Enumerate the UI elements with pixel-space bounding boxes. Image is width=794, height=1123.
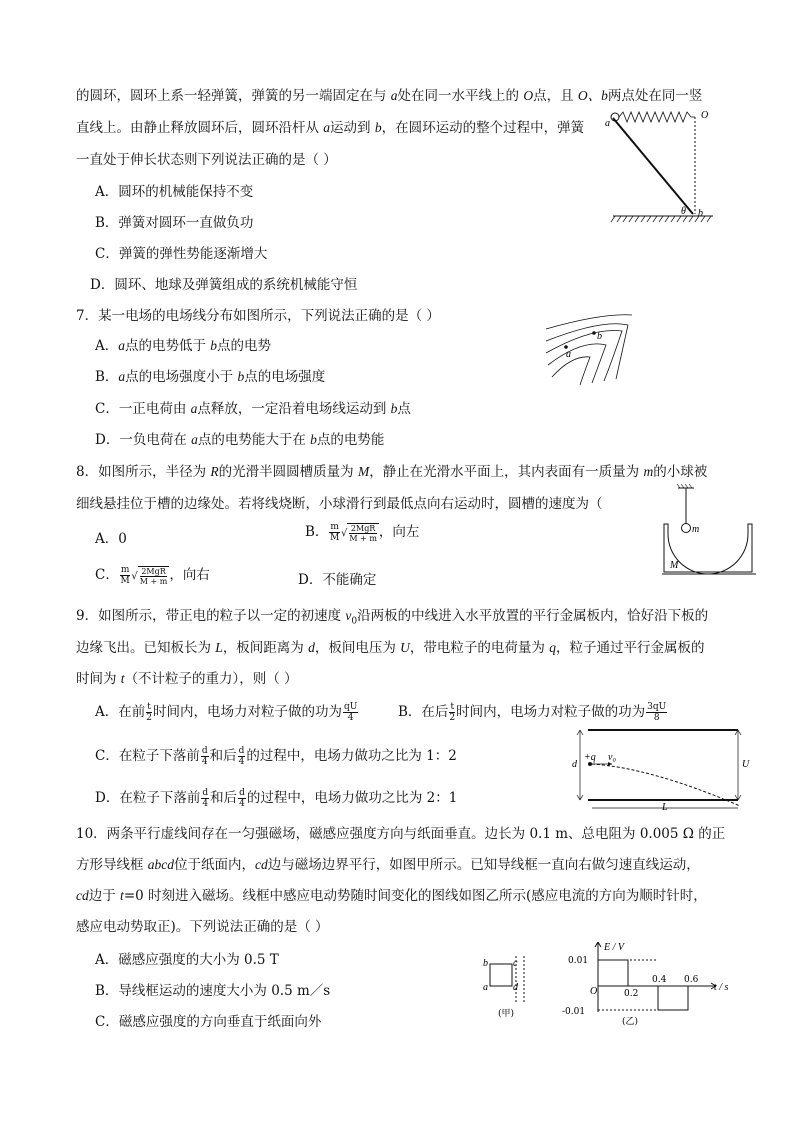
q10-fig-xlabel: t / s — [714, 982, 729, 993]
q6-option-c: C．弹簧的弹性势能逐渐增大 — [95, 246, 268, 262]
q6-fig-label-theta: θ — [681, 206, 686, 217]
q7-fig-label-a: a — [566, 349, 571, 360]
q9-line1: 9．如图所示，带正电的粒子以一定的初速度 $v_0$沿两板的中线进入水平放置的平行金属板内，恰好沿下板的 — [76, 608, 709, 627]
q10-option-a: A．磁感应强度的大小为 0.5 T — [95, 952, 279, 968]
q7-stem: 7．某一电场的电场线分布如图所示，下列说法正确的是（ ） — [76, 308, 440, 324]
q7-option-b: B．a点的电场强度小于 b点的电场强度 — [95, 369, 326, 385]
q10-fig-label-d: d — [513, 982, 518, 993]
q8-line1: 8．如图所示，半径为 R的光滑半圆圆槽质量为 M，静止在光滑水平面上，其内表面有一质量为 m的小球被 — [76, 464, 708, 480]
q9-option-b: B．在后 $\frac{t}{2}$ 时间内，电场力对粒子做的功为 $\frac{3qU}{8}$ — [398, 702, 667, 723]
q10-fig-tick-06: 0.6 — [684, 975, 699, 985]
q9-figure — [572, 722, 752, 814]
q6-line2: 直线上。由静止释放圆环后，圆环沿杆从 a运动到 b，在圆环运动的整个过程中，弹簧 — [76, 120, 585, 136]
q8-fig-label-M: M — [670, 560, 679, 571]
q9-fig-label-u: U — [742, 759, 750, 770]
q10-fig-caption-b: (乙) — [622, 1017, 639, 1026]
q10-line4: 感应电动势取正)。下列说法正确的是（ ） — [76, 919, 329, 935]
q10-option-c: C．磁感应强度的方向垂直于纸面向外 — [95, 1014, 322, 1030]
q6-line1: 的圆环，圆环上系一轻弹簧，弹簧的另一端固定在与 a处在同一水平线上的 O点，且 O、b两点处在同一竖 — [76, 88, 703, 104]
q8-option-a: A．0 — [95, 531, 127, 547]
q10-figure-a — [478, 952, 534, 1024]
q7-option-d: D．一负电荷在 a点的电势能大于在 b点的电势能 — [95, 432, 385, 448]
q6-fig-label-b: b — [698, 208, 703, 219]
q9-fig-label-v0: v₀ — [608, 752, 616, 763]
q9-fig-label-q: +q — [584, 752, 596, 763]
q6-fig-label-a: a — [605, 118, 610, 129]
q6-option-b: B．弹簧对圆环一直做负功 — [95, 215, 254, 231]
q9-fig-label-d: d — [572, 759, 577, 770]
q6-option-a: A．圆环的机械能保持不变 — [95, 184, 254, 200]
q9-fig-label-l: L — [662, 802, 668, 813]
q6-option-d: D．圆环、地球及弹簧组成的系统机械能守恒 — [90, 277, 358, 293]
q7-option-c: C．一正电荷由 a点释放，一定沿着电场线运动到 b点 — [95, 401, 411, 417]
q10-fig-tick-02: 0.2 — [624, 989, 639, 999]
q7-fig-label-b: b — [597, 331, 602, 342]
q10-option-b: B．导线框运动的速度大小为 0.5 m／s — [95, 983, 331, 999]
q10-fig-tick-neg: -0.01 — [562, 1007, 586, 1017]
q10-line2: 方形导线框 abcd位于纸面内，cd边与磁场边界平行，如图甲所示。已知导线框一直向右做匀速直线运动， — [76, 857, 700, 873]
q8-option-c: C． $\frac{m}{M}$ √ 2MgR M + m ，向右 — [95, 565, 210, 586]
q10-figure-b — [562, 938, 742, 1026]
q9-option-d: D．在粒子下落前 $\frac{d}{4}$ 和后 $\frac{d}{4}$ 的过程中，电场力做功之比为 2：1 — [95, 788, 458, 809]
q10-fig-label-b: b — [483, 958, 488, 969]
q10-fig-tick-pos: 0.01 — [568, 956, 589, 966]
q9-line3: 时间为 t（不计粒子的重力），则（ ） — [76, 671, 298, 687]
q8-option-d: D．不能确定 — [298, 572, 377, 588]
q10-line1: 10．两条平行虚线间存在一匀强磁场，磁感应强度方向与纸面垂直。边长为 0.1 m、总电阻为 0.005 Ω 的正 — [76, 826, 726, 842]
q10-fig-ylabel: E / V — [604, 942, 624, 953]
q6-line3: 一直处于伸长状态则下列说法正确的是（ ） — [76, 152, 337, 168]
q6-figure — [605, 104, 720, 232]
q7-option-a: A．a点的电势低于 b点的电势 — [95, 338, 272, 354]
q9-option-a: A．在前 $\frac{t}{2}$ 时间内，电场力对粒子做的功为 $\frac{qU}{4}$ — [95, 702, 358, 723]
q9-option-c: C．在粒子下落前 $\frac{d}{4}$ 和后 $\frac{d}{4}$ 的过程中，电场力做功之比为 1：2 — [95, 746, 457, 767]
q10-fig-tick-04: 0.4 — [652, 975, 667, 985]
q9-line2: 边缘飞出。已知板长为 L，板间距离为 d，板间电压为 U，带电粒子的电荷量为 q，粒子通过平行金属板的 — [76, 640, 705, 656]
q8-option-b: B． $\frac{m}{M}$ √ 2MgR M + m ，向左 — [305, 522, 420, 543]
q7-figure — [542, 305, 642, 385]
q10-fig-origin: O — [590, 986, 598, 997]
q10-line3: cd边于 t=0 时刻进入磁场。线框中感应电动势随时间变化的图线如图乙所示(感应电流的方向为顺时针时， — [76, 888, 707, 904]
q10-fig-label-a: a — [483, 982, 488, 993]
q8-line2: 细线悬挂位于槽的边缘处。若将线烧断，小球滑行到最低点向右运动时，圆槽的速度为（ — [76, 496, 603, 512]
q10-fig-label-c: c — [513, 958, 518, 969]
q8-fig-label-m: m — [692, 524, 700, 535]
q6-fig-label-o: O — [701, 110, 709, 121]
q8-figure — [660, 484, 760, 580]
q10-fig-caption-a: (甲) — [498, 1009, 515, 1019]
